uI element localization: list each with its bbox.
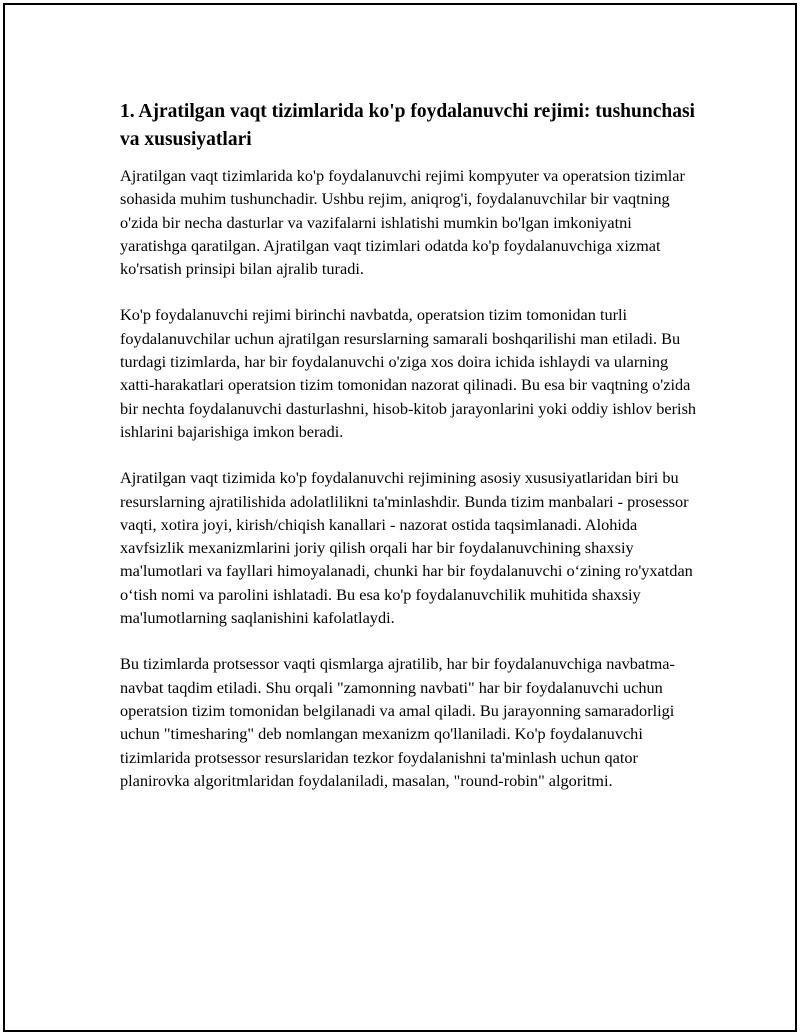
page-frame (3, 3, 797, 1032)
paragraph-4: Bu tizimlarda protsessor vaqti qismlarga ajratilib, har bir foydalanuvchiga navbatma-navbat taqdim etiladi. Shu orqali "zamonning navbati" har bir foydalanuvchi uchun operatsion tizim tomonidan belgilanadi va amal qiladi. Bu jarayonning samaradorligi uchun "timesharing" deb nomlangan mexanizm qo'llaniladi. Ko'p foydalanuvchi tizimlarida protsessor resurslaridan tezkor foydalanishni ta'minlash uchun qator planirovka algoritmlaridan foydalaniladi, masalan, "round-robin" algoritmi. (120, 654, 675, 790)
document-body (120, 98, 700, 815)
paragraph-3: Ajratilgan vaqt tizimida ko'p foydalanuvchi rejimining asosiy xususiyatlaridan biri bu resurslarning ajratilishida adolatlilikni ta'minlashdir. Bunda tizim manbalari - prosessor vaqti, xotira joyi, kirish/chiqish kanallari - nazorat ostida taqsimlanadi. Alohida xavfsizlik mexanizmlarini joriy qilish orqali har bir foydalanuvchining shaxsiy ma'lumotlari va fayllari himoyalanadi, chunki har bir foydalanuvchi o‘zining ro'yxatdan o‘tish nomi va parolini ishlatadi. Bu esa ko'p foydalanuvchilik muhitida shaxsiy ma'lumotlarning saqlanishini kafolatlaydi. (120, 468, 693, 628)
section-heading: 1. Ajratilgan vaqt tizimlarida ko'p foydalanuvchi rejimi: tushunchasi va xususiyatlari (120, 101, 695, 150)
paragraph-2: Ko'p foydalanuvchi rejimi birinchi navbatda, operatsion tizim tomonidan turli foydalanuvchilar uchun ajratilgan resurslarning samarali boshqarilishi man etiladi. Bu turdagi tizimlarda, har bir foydalanuvchi o'ziga xos doira ichida ishlaydi va ularning xatti-harakatlari operatsion tizim tomonidan nazorat qilinadi. Bu esa bir vaqtning o'zida bir nechta foydalanuvchi dasturlashni, hisob-kitob jarayonlarini yoki oddiy ishlov berish ishlarini bajarishiga imkon beradi. (120, 305, 697, 441)
paragraph-1: Ajratilgan vaqt tizimlarida ko'p foydalanuvchi rejimi kompyuter va operatsion tizimlar sohasida muhim tushunchadir. Ushbu rejim, aniqrog'i, foydalanuvchilar bir vaqtning o'zida bir necha dasturlar va vazifalarni ishlatishi mumkin bo'lgan imkoniyatni yaratishga qaratilgan. Ajratilgan vaqt tizimlari odatda ko'p foydalanuvchiga xizmat ko'rsatish prinsipi bilan ajralib turadi. (120, 166, 685, 279)
